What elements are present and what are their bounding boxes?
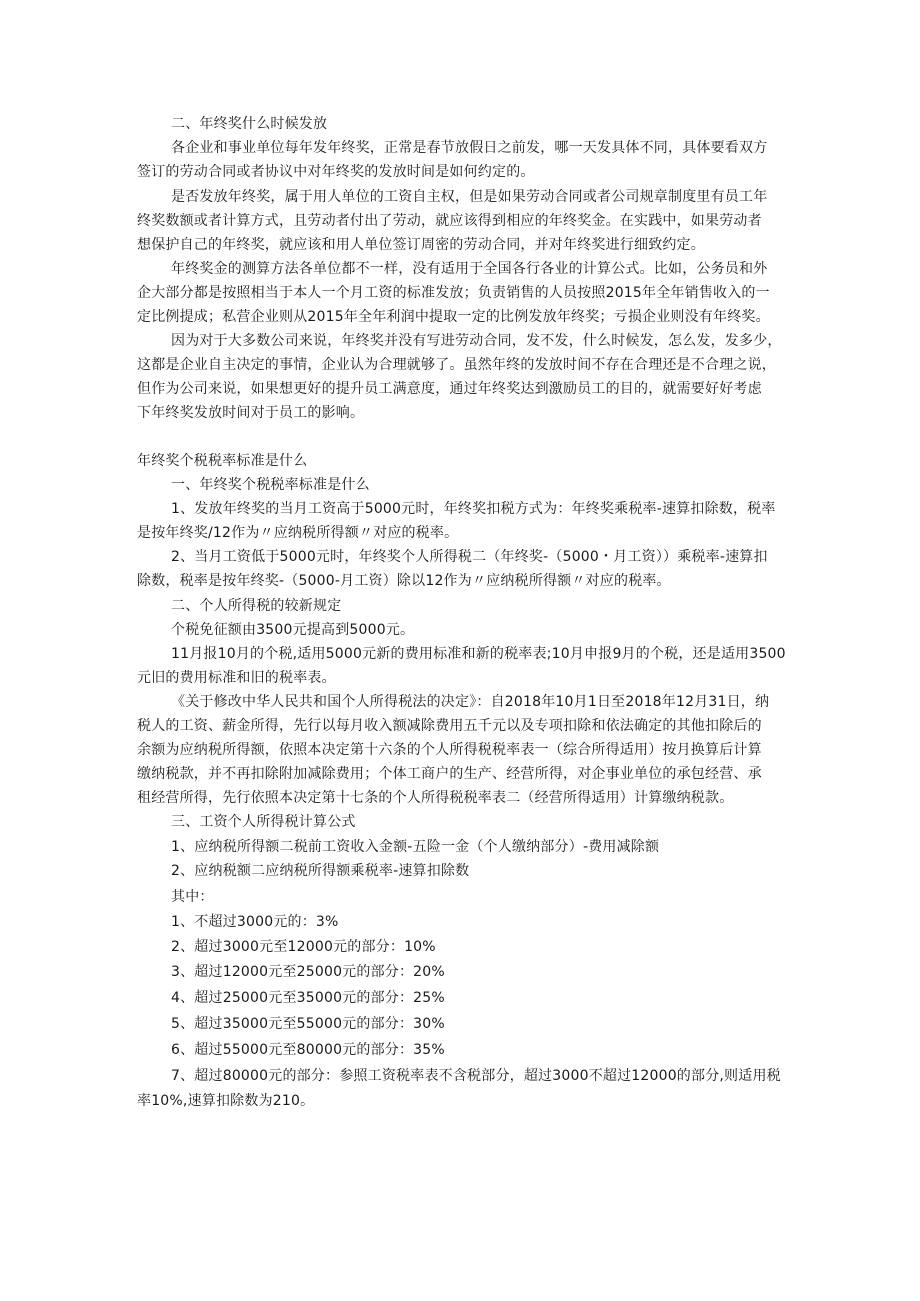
paragraph-line: 是否发放年终奖，属于用人单位的工资自主权，但是如果劳动合同或者公司规章制度里有员工年 xyxy=(171,189,768,205)
paragraph-line: 租经营所得，先行依照本决定第十七条的个人所得税税率表二（经营所得适用）计算缴纳税款。 xyxy=(137,790,734,806)
section-heading: 三、工资个人所得税计算公式 xyxy=(171,814,356,830)
section-heading: 二、年终奖什么时候发放 xyxy=(171,116,328,132)
rate-item: 1、不超过3000元的：3% xyxy=(171,914,339,930)
formula-line: 1、应纳税所得额二税前工资收入金额-五险一金（个人缴纳部分）-费用减除额 xyxy=(171,839,660,855)
section-heading: 一、年终奖个税税率标准是什么 xyxy=(171,477,370,493)
paragraph-line: 《关于修改中华人民共和国个人所得税法的决定》：自2018年10月1日至2018年12月31日，纳 xyxy=(171,694,770,710)
paragraph-line: 终奖数额或者计算方式，且劳动者付出了劳动，就应该得到相应的年终奖金。在实践中，如果劳动者 xyxy=(137,213,762,229)
rate-item: 7、超过80000元的部分：参照工资税率表不含税部分，超过3000不超过12000的部分,则适用税 xyxy=(171,1068,781,1084)
paragraph-line: 但作为公司来说，如果想更好的提升员工满意度，通过年终奖达到激励员工的目的，就需要好好考虑 xyxy=(137,381,762,397)
paragraph-line: 元旧的费用标准和旧的税率表。 xyxy=(137,670,336,686)
section-heading: 二、个人所得税的较新规定 xyxy=(171,598,342,614)
paragraph-line: 这都是企业自主决定的事情，企业认为合理就够了。虽然年终的发放时间不存在合理还是不合理之说， xyxy=(137,357,776,373)
list-item-continuation: 除数，税率是按年终奖-（5000-月工资）除以12作为〃应纳税所得额〃对应的税率。 xyxy=(137,573,671,589)
rate-item: 4、超过25000元至35000元的部分：25% xyxy=(171,990,445,1006)
list-item: 1、发放年终奖的当月工资高于5000元时，年终奖扣税方式为：年终奖乘税率-速算扣除数，税率 xyxy=(171,501,776,517)
paragraph-line: 想保护自己的年终奖，就应该和用人单位签订周密的劳动合同，并对年终奖进行细致约定。 xyxy=(137,237,705,253)
list-item-continuation: 是按年终奖/12作为〃应纳税所得额〃对应的税率。 xyxy=(137,525,459,541)
paragraph-line: 年终奖金的测算方法各单位都不一样，没有适用于全国各行各业的计算公式。比如，公务员和外 xyxy=(171,261,768,277)
label-among: 其中： xyxy=(171,889,214,905)
paragraph-line: 下年终奖发放时间对于员工的影响。 xyxy=(137,405,365,421)
paragraph-line: 税人的工资、薪金所得，先行以每月收入额减除费用五千元以及专项扣除和依法确定的其他扣除后的 xyxy=(137,718,762,734)
paragraph-line: 各企业和事业单位每年发年终奖，正常是春节放假日之前发，哪一天发具体不同，具体要看双方 xyxy=(171,140,768,156)
rate-item: 5、超过35000元至55000元的部分：30% xyxy=(171,1016,445,1032)
paragraph-line: 个税免征额由3500元提高到5000元。 xyxy=(171,622,415,638)
paragraph-line: 定比例提成；私营企业则从2015年全年利润中提取一定的比例发放年终奖；亏损企业则没有年终奖。 xyxy=(137,309,770,325)
rate-item: 2、超过3000元至12000元的部分：10% xyxy=(171,939,436,955)
list-item: 2、当月工资低于5000元时，年终奖个人所得税二（年终奖-（5000・月工资））乘税率-速算扣 xyxy=(171,549,768,565)
paragraph-line: 因为对于大多数公司来说，年终奖并没有写进劳动合同，发不发，什么时候发，怎么发，发多少， xyxy=(171,333,782,349)
paragraph-line: 余额为应纳税所得额，依照本决定第十六条的个人所得税税率表一（综合所得适用）按月换算后计算 xyxy=(137,742,762,758)
paragraph-line: 缴纳税款，并不再扣除附加减除费用；个体工商户的生产、经营所得，对企事业单位的承包经营、承 xyxy=(137,766,762,782)
rate-item: 3、超过12000元至25000元的部分：20% xyxy=(171,964,445,980)
section-title: 年终奖个税税率标准是什么 xyxy=(137,453,308,469)
rate-item-continuation: 率10%,速算扣除数为210。 xyxy=(137,1093,315,1109)
rate-item: 6、超过55000元至80000元的部分：35% xyxy=(171,1042,445,1058)
paragraph-line: 签订的劳动合同或者协议中对年终奖的发放时间是如何约定的。 xyxy=(137,164,535,180)
formula-line: 2、应纳税额二应纳税所得额乘税率-速算扣除数 xyxy=(171,863,470,879)
paragraph-line: 企大部分都是按照相当于本人一个月工资的标准发放；负责销售的人员按照2015年全年销售收入的一 xyxy=(137,285,770,301)
paragraph-line: 11月报10月的个税,适用5000元新的费用标准和新的税率表;10月申报9月的个税，还是适用3500 xyxy=(171,646,786,662)
